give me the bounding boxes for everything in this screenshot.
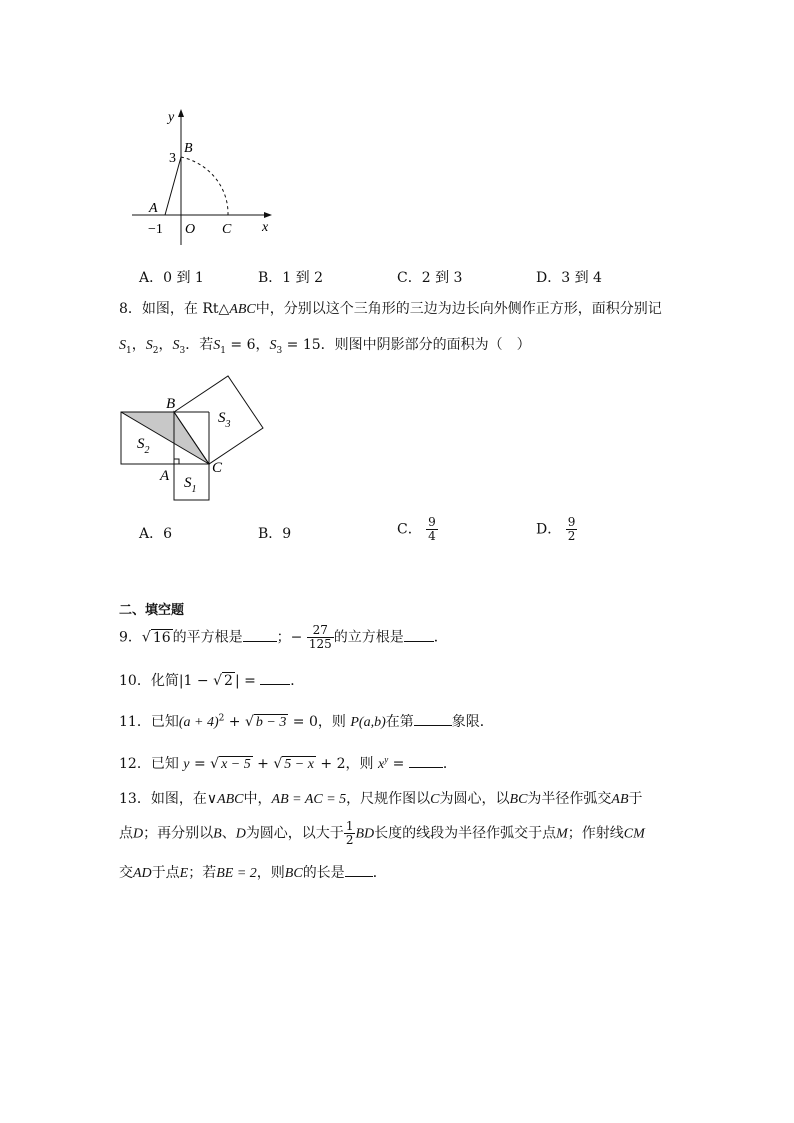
fraction-1-2: $\frac{1}{2}$ [345,819,354,848]
label-b: B [184,141,193,156]
figure-pythagoras-squares [110,368,280,508]
fig2-label-s2: $S_2$ [137,436,150,456]
sqrt-symbol: √ [244,714,254,730]
fig2-label-s3: $S_3$ [218,410,231,430]
question-13-line3: 交AD于点E；若BE = 2，则BC的长是 ． [119,865,387,881]
q8-stem-line1: 8．如图，在 Rt△ABC中，分别以这个三角形的三边为边长向外侧作正方形，面积分别记 [119,301,662,317]
q7-option-b[interactable]: B．1 到 2 [258,270,324,286]
question-9: 9．√ 16 的平方根是 ；− $\frac{27}{125}$ 的立方根是 ． [119,623,448,652]
section-title-fill-in: 二、填空题 [119,603,185,618]
q7-option-c[interactable]: C．2 到 3 [397,270,463,286]
q8-option-d[interactable]: D． $\frac{9}{2}$ [536,515,576,544]
y-label: y [168,110,175,125]
label-3: 3 [169,151,176,166]
answer-blank-10[interactable] [260,672,290,685]
abs-bar-right: | [234,673,240,689]
q8-stem-line2: $S_1$，$S_2$，$S_3$．若$S_1 = 6$，$S_3 = 15$．则图中阴影部分的面积为（ ） [119,337,531,356]
answer-blank-12[interactable] [409,755,443,768]
sqrt-symbol: √ [213,673,223,689]
question-11: 11．已知$(a + 4)^2$ + √ b − 3 = 0，则 P(a,b)在第 象限． [119,713,494,730]
fig2-label-a: A [160,468,170,484]
answer-blank-13[interactable] [345,864,373,877]
sqrt-symbol: √ [141,629,151,646]
label-neg1: −1 [148,222,163,237]
label-c: C [222,222,232,237]
fraction-9-2: $\frac{9}{2}$ [567,515,576,544]
label-o: O [185,222,196,237]
fraction-9-4: $\frac{9}{4}$ [428,515,436,544]
label-a: A [149,201,158,216]
abs-bar-left: | [178,673,184,689]
fig2-label-b: B [166,396,176,412]
fraction-27-125: $\frac{27}{125}$ [308,623,332,652]
q8-option-b[interactable]: B．9 [258,526,292,542]
y-axis-arrow [178,109,184,117]
q7-option-a[interactable]: A．0 到 1 [139,270,204,286]
x-label: x [262,220,269,235]
question-10: 10．化简|1 − √ 2 | = ． [119,673,305,689]
sqrt-symbol: √ [273,756,283,772]
x-axis-arrow [264,212,272,218]
question-12: 12．已知 y = √ x − 5 + √ 5 − x + 2，则 $x^y$ = ． [119,754,457,772]
figure-number-line-arc [120,105,290,255]
question-13-line1: 13．如图，在∨ABC中，AB = AC = 5，尺规作图以C为圆心，以BC为半径作弧交AB于 [119,791,643,807]
answer-blank-9a[interactable] [243,629,277,642]
fig2-label-c: C [212,460,223,476]
q8-option-c[interactable]: C． $\frac{9}{4}$ [397,515,436,544]
right-angle-mark [174,459,179,464]
sqrt-symbol: √ [210,756,220,772]
answer-blank-11[interactable] [414,713,452,726]
fig2-label-s1: $S_1$ [184,475,197,495]
q7-option-d[interactable]: D．3 到 4 [536,270,602,286]
q8-option-a[interactable]: A．6 [139,526,173,542]
answer-blank-9b[interactable] [404,629,434,642]
dashed-arc [181,157,228,215]
question-13-line2: 点D；再分别以B、D为圆心，以大于 $\frac{1}{2}$ BD长度的线段为半径作弧交于点M；作射线CM [119,819,645,848]
